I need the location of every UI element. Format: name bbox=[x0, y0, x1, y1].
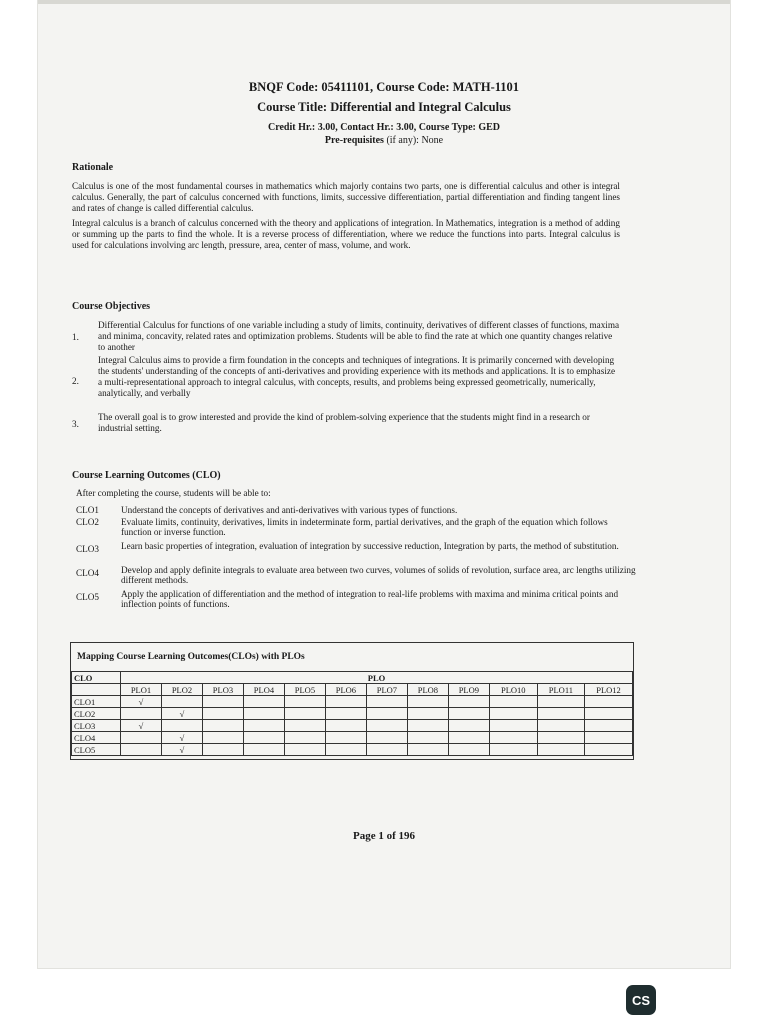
table-header-row bbox=[72, 672, 633, 684]
rationale-heading: Rationale bbox=[72, 162, 114, 173]
table-row bbox=[72, 696, 633, 708]
mapping-cell bbox=[202, 744, 243, 756]
clo-row-label: CLO2 bbox=[72, 708, 121, 720]
mapping-cell bbox=[243, 696, 284, 708]
rationale-paragraph-2: Integral calculus is a branch of calculus concerned with the theory and applications of integration. In Mathematics, integration is a method of adding or summing up the parts to find the whole. It is a reverse process of differentiation, where we reduce the functions into parts. Integral calculus is used for calculations involving arc length, pressure, area, center of mass, volume, and work. bbox=[72, 218, 620, 250]
clo-row-label: CLO5 bbox=[72, 744, 121, 756]
plo-header-cell: PLO7 bbox=[366, 684, 407, 696]
clo-text: Develop and apply definite integrals to evaluate area between two curves, volumes of solids of revolution, surface area, arc lengths utilizing different methods. bbox=[121, 565, 636, 585]
mapping-cell bbox=[325, 744, 366, 756]
mapping-cell bbox=[243, 720, 284, 732]
mapping-cell bbox=[243, 708, 284, 720]
objective-text: Integral Calculus aims to provide a firm foundation in the concepts and techniques of integrations. It is primarily concerned with developing the students' understanding of the concepts of anti-derivatives and providing experience with its methods and applications. It is to emphasize a multi-representational approach to integral calculus, with concepts, results, and problems being expressed geometrically, numerically, analytically, and verbally bbox=[98, 355, 616, 398]
mapping-cell bbox=[585, 744, 633, 756]
mapping-cell: √ bbox=[161, 744, 202, 756]
prerequisites-line bbox=[0, 135, 768, 146]
mapping-cell: √ bbox=[161, 708, 202, 720]
plo-column-header: PLO bbox=[121, 672, 633, 684]
header-code-line: BNQF Code: 05411101, Course Code: MATH-1101 bbox=[248, 80, 520, 94]
mapping-cell bbox=[489, 720, 537, 732]
mapping-cell bbox=[366, 720, 407, 732]
mapping-cell: √ bbox=[121, 720, 162, 732]
objective-text: The overall goal is to grow interested and provide the kind of problem-solving experience that the students might find in a research or industrial setting. bbox=[98, 412, 590, 433]
mapping-cell bbox=[325, 720, 366, 732]
clo-plo-mapping-table bbox=[70, 642, 634, 760]
clo-code: CLO3 bbox=[76, 544, 99, 554]
camscanner-logo-icon[interactable] bbox=[626, 985, 656, 1015]
plo-header-cell: PLO2 bbox=[161, 684, 202, 696]
mapping-cell bbox=[284, 720, 325, 732]
objective-number: 2. bbox=[72, 376, 79, 386]
mapping-cell: √ bbox=[121, 696, 162, 708]
mapping-cell bbox=[585, 696, 633, 708]
table-row bbox=[72, 720, 633, 732]
mapping-cell bbox=[489, 744, 537, 756]
mapping-cell bbox=[489, 708, 537, 720]
page-edge bbox=[38, 0, 730, 4]
clo-row-label: CLO4 bbox=[72, 732, 121, 744]
course-title: Course Title: Differential and Integral Calculus bbox=[257, 100, 511, 114]
mapping-cell bbox=[121, 744, 162, 756]
mapping-cell bbox=[448, 720, 489, 732]
mapping-cell bbox=[243, 732, 284, 744]
credit-line bbox=[0, 122, 768, 133]
clo-code: CLO1 bbox=[76, 505, 99, 515]
mapping-cell bbox=[284, 708, 325, 720]
mapping-cell bbox=[202, 708, 243, 720]
mapping-cell bbox=[284, 744, 325, 756]
mapping-cell bbox=[448, 744, 489, 756]
mapping-cell bbox=[121, 708, 162, 720]
mapping-cell bbox=[366, 696, 407, 708]
mapping-cell bbox=[366, 744, 407, 756]
mapping-cell bbox=[537, 744, 584, 756]
mapping-cell bbox=[202, 720, 243, 732]
clo-code: CLO4 bbox=[76, 568, 99, 578]
mapping-cell bbox=[202, 696, 243, 708]
mapping-cell bbox=[325, 732, 366, 744]
mapping-cell: √ bbox=[161, 732, 202, 744]
mapping-cell bbox=[407, 732, 448, 744]
objective-text: Differential Calculus for functions of one variable including a study of limits, continuity, derivatives of different classes of functions, maxima and minima, concavity, related rates and optimization problems. Students will be able to find the rate at which one quantity changes relative to another bbox=[98, 320, 620, 352]
mapping-cell bbox=[585, 720, 633, 732]
plo-header-cell: PLO10 bbox=[489, 684, 537, 696]
mapping-cell bbox=[537, 732, 584, 744]
clo-text: Understand the concepts of derivatives and anti-derivatives with various types of functions. bbox=[121, 505, 458, 515]
plo-header-cell: PLO5 bbox=[284, 684, 325, 696]
clo-column-header: CLO bbox=[72, 672, 121, 684]
mapping-cell bbox=[284, 732, 325, 744]
mapping-title: Mapping Course Learning Outcomes(CLOs) with PLOs bbox=[77, 652, 305, 662]
clo-code: CLO5 bbox=[76, 592, 99, 602]
objectives-heading: Course Objectives bbox=[72, 301, 151, 312]
clo-row-label: CLO1 bbox=[72, 696, 121, 708]
plo-header-cell: PLO3 bbox=[202, 684, 243, 696]
mapping-cell bbox=[161, 696, 202, 708]
plo-header-cell: PLO1 bbox=[121, 684, 162, 696]
prereq-value: (if any): None bbox=[383, 135, 444, 146]
mapping-cell bbox=[243, 744, 284, 756]
mapping-cell bbox=[537, 720, 584, 732]
clo-heading: Course Learning Outcomes (CLO) bbox=[72, 470, 221, 481]
empty-cell bbox=[72, 684, 121, 696]
page-number: Page 1 of 196 bbox=[352, 830, 415, 842]
table-row bbox=[72, 744, 633, 756]
mapping-cell bbox=[284, 696, 325, 708]
mapping-grid bbox=[71, 671, 633, 756]
table-row bbox=[72, 732, 633, 744]
table-row bbox=[72, 708, 633, 720]
credit-text: Credit Hr.: 3.00, Contact Hr.: 3.00, Course Type: GED bbox=[267, 122, 501, 133]
mapping-cell bbox=[537, 696, 584, 708]
clo-text: Learn basic properties of integration, evaluation of integration by successive reduction, Integration by parts, the method of substitution. bbox=[121, 541, 619, 551]
clo-row-label: CLO3 bbox=[72, 720, 121, 732]
mapping-cell bbox=[325, 708, 366, 720]
plo-header-cell: PLO12 bbox=[585, 684, 633, 696]
plo-header-cell: PLO6 bbox=[325, 684, 366, 696]
mapping-cell bbox=[407, 744, 448, 756]
mapping-cell bbox=[407, 720, 448, 732]
mapping-cell bbox=[366, 732, 407, 744]
mapping-cell bbox=[121, 732, 162, 744]
mapping-cell bbox=[537, 708, 584, 720]
objective-number: 3. bbox=[72, 419, 79, 429]
plo-header-cell: PLO8 bbox=[407, 684, 448, 696]
clo-code: CLO2 bbox=[76, 517, 99, 527]
badge-text: CS bbox=[631, 992, 651, 1008]
plo-header-cell: PLO11 bbox=[537, 684, 584, 696]
mapping-cell bbox=[161, 720, 202, 732]
mapping-cell bbox=[202, 732, 243, 744]
mapping-cell bbox=[489, 732, 537, 744]
mapping-cell bbox=[407, 696, 448, 708]
mapping-cell bbox=[366, 708, 407, 720]
clo-intro: After completing the course, students will be able to: bbox=[76, 488, 271, 498]
mapping-cell bbox=[448, 708, 489, 720]
mapping-cell bbox=[585, 732, 633, 744]
mapping-cell bbox=[585, 708, 633, 720]
mapping-cell bbox=[489, 696, 537, 708]
mapping-cell bbox=[407, 708, 448, 720]
clo-text: Apply the application of differentiation and the method of integration to real-life problems with maxima and minima critical points and inflection points of functions. bbox=[121, 589, 619, 609]
clo-text: Evaluate limits, continuity, derivatives, limits in indeterminate form, partial derivatives, and the graph of the equation which follows function or inverse function. bbox=[121, 517, 608, 537]
mapping-cell bbox=[448, 696, 489, 708]
prereq-label: Pre-requisites bbox=[324, 135, 384, 146]
mapping-cell bbox=[325, 696, 366, 708]
rationale-paragraph-1: Calculus is one of the most fundamental courses in mathematics which majorly contains two parts, one is differential calculus and other is integral calculus. Generally, the part of calculus concerned with functions, limits, successive differentiation, partial differentiation and finding tangent lines and rates of change is called differential calculus. bbox=[72, 181, 620, 213]
table-subheader-row bbox=[72, 684, 633, 696]
mapping-cell bbox=[448, 732, 489, 744]
plo-header-cell: PLO4 bbox=[243, 684, 284, 696]
objective-number: 1. bbox=[72, 332, 79, 342]
plo-header-cell: PLO9 bbox=[448, 684, 489, 696]
